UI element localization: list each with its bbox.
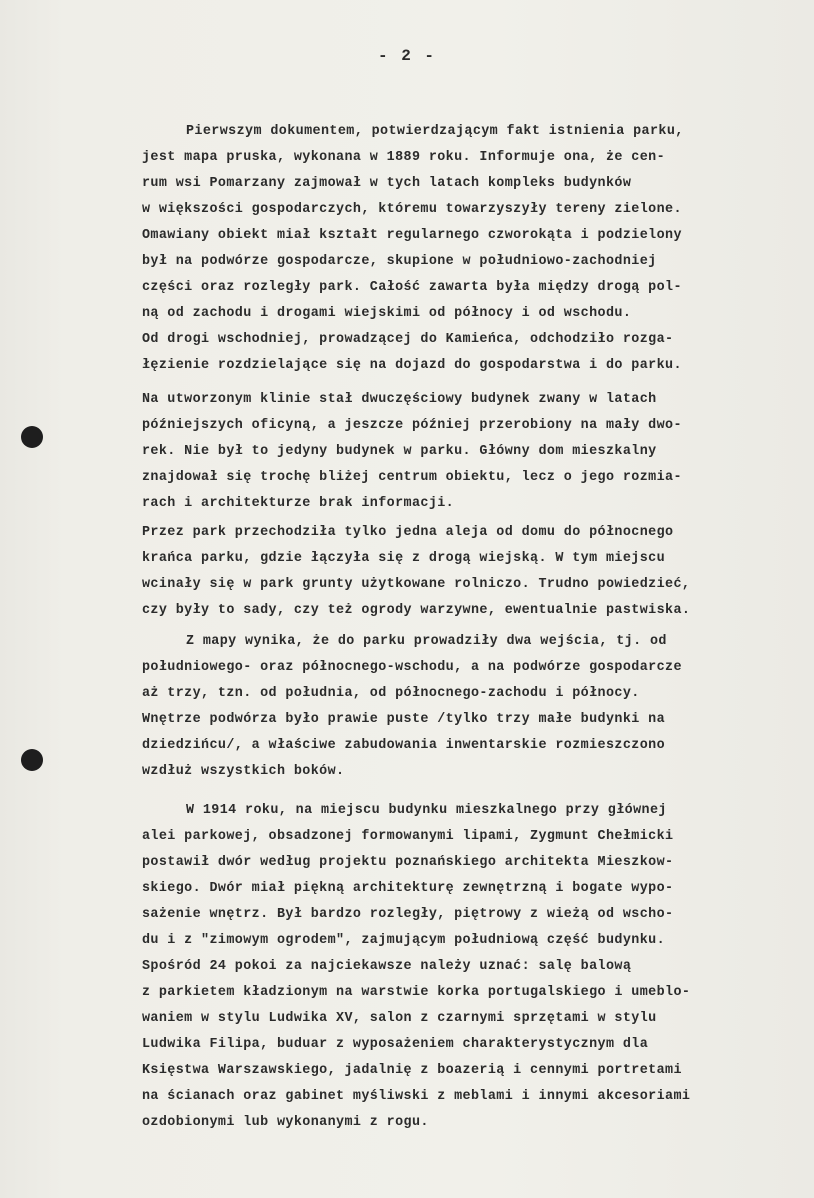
text-line: czy były to sady, czy też ogrody warzywne, ewentualnie pastwiska. — [142, 603, 691, 618]
text-line: ozdobionymi lub wykonanymi z rogu. — [142, 1115, 429, 1130]
punch-hole — [21, 749, 43, 771]
text-line: alei parkowej, obsadzonej formowanymi lipami, Zygmunt Chełmicki — [142, 829, 674, 844]
text-line: na ścianach oraz gabinet myśliwski z meblami i innymi akcesoriami — [142, 1089, 691, 1104]
page-number: - 2 - — [377, 47, 436, 65]
punch-hole — [21, 426, 43, 448]
text-line: dziedzińcu/, a właściwe zabudowania inwentarskie rozmieszczono — [142, 738, 666, 753]
text-line: Od drogi wschodniej, prowadzącej do Kamieńca, odchodziło rozga- — [142, 332, 674, 347]
text-line: znajdował się trochę bliżej centrum obiektu, lecz o jego rozmia- — [142, 470, 682, 485]
text-line: Ludwika Filipa, buduar z wyposażeniem charakterystycznym dla — [142, 1037, 649, 1052]
text-line: jest mapa pruska, wykonana w 1889 roku. Informuje ona, że cen- — [142, 150, 666, 165]
text-line: waniem w stylu Ludwika XV, salon z czarnymi sprzętami w stylu — [142, 1011, 657, 1026]
text-line: aż trzy, tzn. od południa, od północnego-zachodu i północy. — [142, 686, 640, 701]
text-line: w większości gospodarczych, któremu towarzyszyły tereny zielone. — [142, 202, 682, 217]
text-line: rach i architekturze brak informacji. — [142, 496, 455, 511]
text-line: łęzienie rozdzielające się na dojazd do gospodarstwa i do parku. — [142, 358, 682, 373]
text-line: Na utworzonym klinie stał dwuczęściowy budynek zwany w latach — [142, 392, 657, 407]
paragraph-4 — [142, 629, 802, 785]
text-line: Księstwa Warszawskiego, jadalnię z boazerią i cennymi portretami — [142, 1063, 682, 1078]
paragraph-2 — [142, 387, 802, 517]
text-line: skiego. Dwór miał piękną architekturę zewnętrzną i bogate wypo- — [142, 881, 674, 896]
text-line: rum wsi Pomarzany zajmował w tych latach kompleks budynków — [142, 176, 632, 191]
text-line: W 1914 roku, na miejscu budynku mieszkalnego przy głównej — [186, 803, 667, 818]
text-line: wcinały się w park grunty użytkowane rolniczo. Trudno powiedzieć, — [142, 577, 691, 592]
text-line: Wnętrze podwórza było prawie puste /tylko trzy małe budynki na — [142, 712, 666, 727]
text-line: z parkietem kładzionym na warstwie korka portugalskiego i umeblo- — [142, 985, 691, 1000]
text-line: postawił dwór według projektu poznańskiego architekta Mieszkow- — [142, 855, 674, 870]
text-line: południowego- oraz północnego-wschodu, a na podwórze gospodarcze — [142, 660, 682, 675]
text-line: Przez park przechodziła tylko jedna aleja od domu do północnego — [142, 525, 674, 540]
text-line: sażenie wnętrz. Był bardzo rozległy, piętrowy z wieżą od wscho- — [142, 907, 674, 922]
paragraph-1 — [142, 119, 802, 379]
text-line: du i z "zimowym ogrodem", zajmującym południową część budynku. — [142, 933, 666, 948]
paragraph-3 — [142, 520, 802, 624]
text-line: Z mapy wynika, że do parku prowadziły dwa wejścia, tj. od — [186, 634, 667, 649]
text-line: był na podwórze gospodarcze, skupione w południowo-zachodniej — [142, 254, 657, 269]
paragraph-5 — [142, 798, 802, 1136]
text-line: wzdłuż wszystkich boków. — [142, 764, 345, 779]
text-line: krańca parku, gdzie łączyła się z drogą wiejską. W tym miejscu — [142, 551, 666, 566]
text-line: części oraz rozległy park. Całość zawarta była między drogą pol- — [142, 280, 682, 295]
text-line: ną od zachodu i drogami wiejskimi od północy i od wschodu. — [142, 306, 632, 321]
text-line: Omawiany obiekt miał kształt regularnego czworokąta i podzielony — [142, 228, 682, 243]
text-line: późniejszych oficyną, a jeszcze później przerobiony na mały dwo- — [142, 418, 682, 433]
text-line: Pierwszym dokumentem, potwierdzającym fakt istnienia parku, — [186, 124, 684, 139]
text-line: Spośród 24 pokoi za najciekawsze należy uznać: salę balową — [142, 959, 632, 974]
text-line: rek. Nie był to jedyny budynek w parku. Główny dom mieszkalny — [142, 444, 657, 459]
